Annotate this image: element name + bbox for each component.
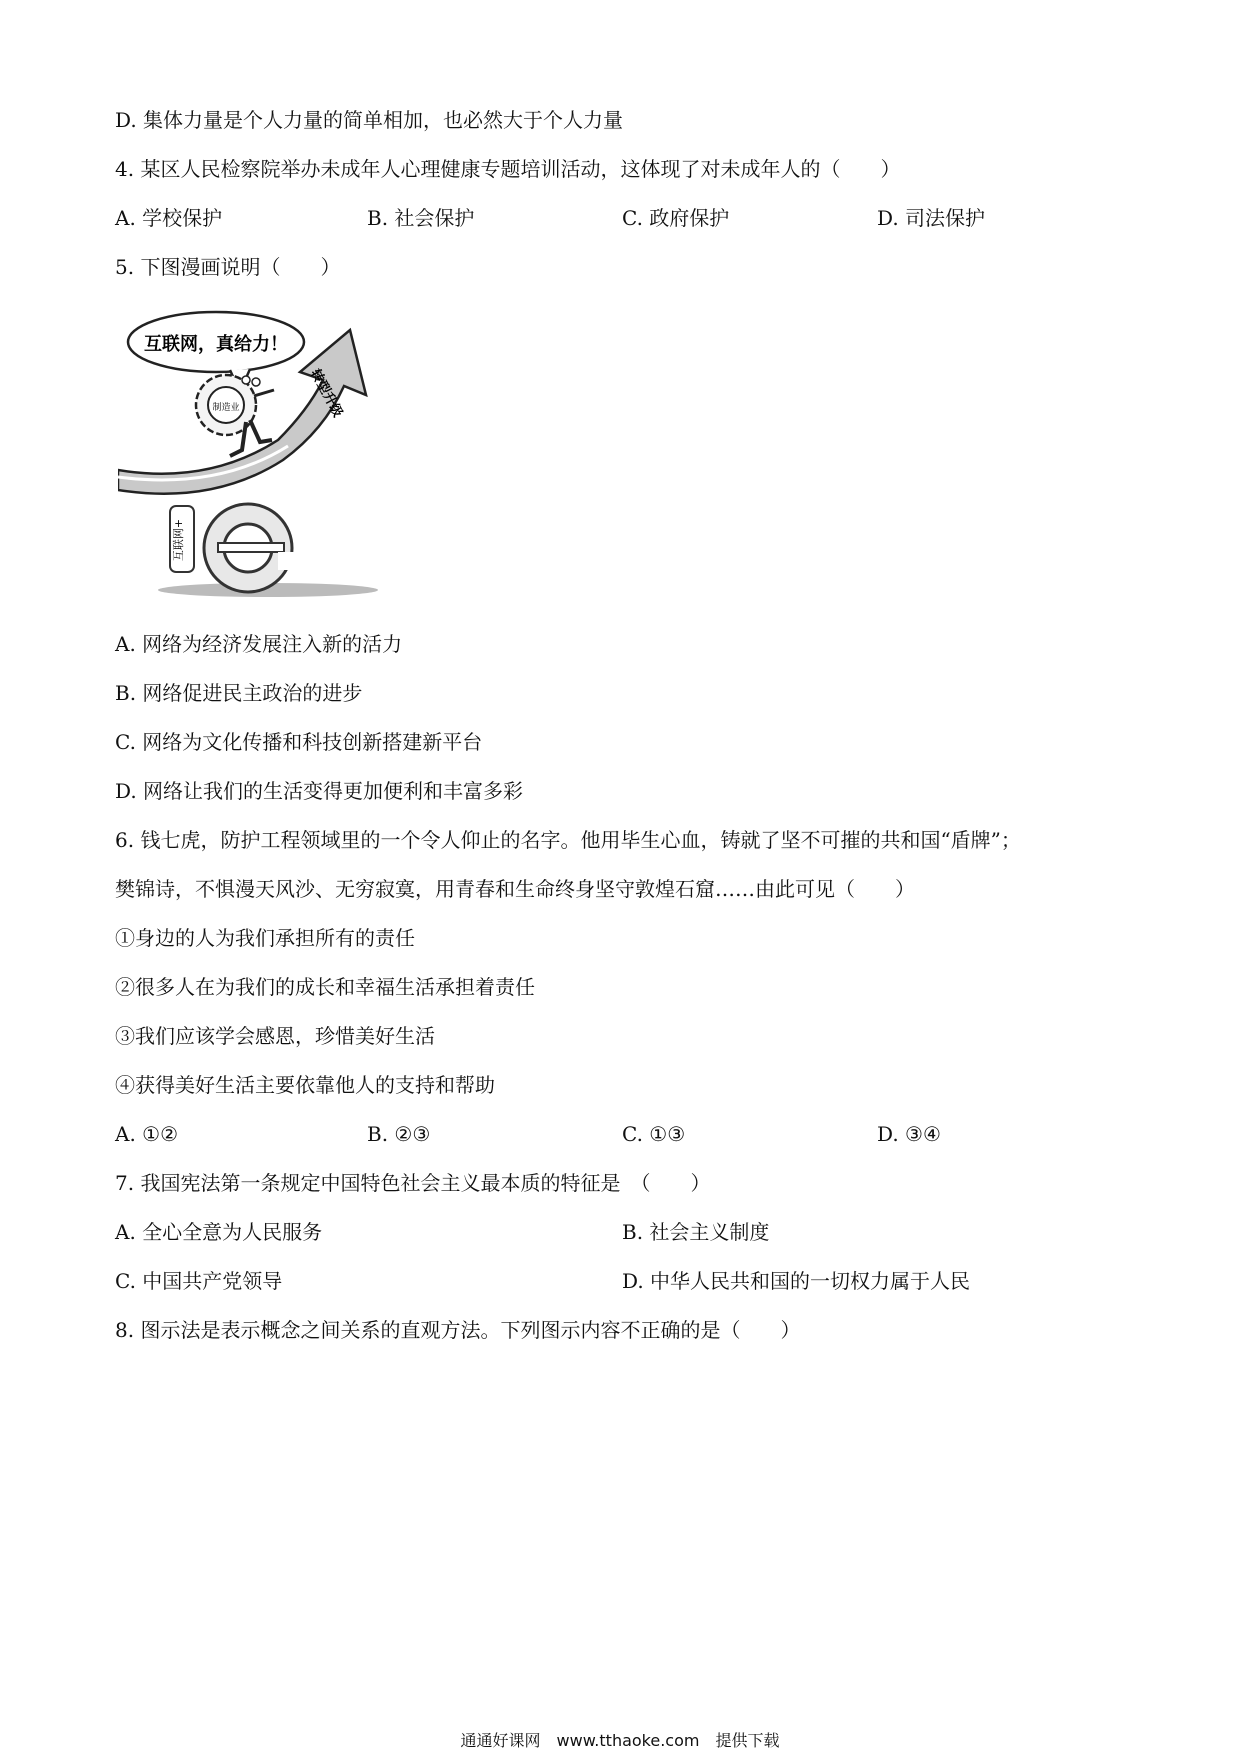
q6-option-d: D. ③④	[877, 1122, 941, 1146]
svg-text:转型升级: 转型升级	[307, 366, 345, 420]
q7-option-a: A. 全心全意为人民服务	[115, 1220, 323, 1244]
q5-option-d: D. 网络让我们的生活变得更加便利和丰富多彩	[115, 779, 524, 803]
svg-text:互联网+: 互联网+	[172, 518, 185, 562]
q7-option-b: B. 社会主义制度	[622, 1220, 770, 1244]
q7-option-d: D. 中华人民共和国的一切权力属于人民	[622, 1269, 971, 1293]
q6-statement-4: ④获得美好生活主要依靠他人的支持和帮助	[115, 1073, 495, 1097]
speech-text: 互联网，真给力！	[144, 334, 288, 355]
q6-statement-3: ③我们应该学会感恩，珍惜美好生活	[115, 1024, 435, 1048]
q3-option-d: D. 集体力量是个人力量的简单相加，也必然大于个人力量	[115, 108, 624, 132]
gear-character-icon	[196, 375, 274, 456]
q8-stem: 8. 图示法是表示概念之间关系的直观方法。下列图示内容不正确的是（ ）	[115, 1318, 801, 1342]
q4-option-b: B. 社会保护	[367, 206, 475, 230]
q6-option-a: A. ①②	[115, 1122, 179, 1146]
q4-stem: 4. 某区人民检察院举办未成年人心理健康专题培训活动，这体现了对未成年人的（ ）	[115, 157, 901, 181]
page-footer: 通通好课网 www.tthaoke.com 提供下载	[460, 1731, 780, 1750]
internet-plus-cartoon	[118, 300, 383, 600]
q6-statement-2: ②很多人在为我们的成长和幸福生活承担着责任	[115, 975, 535, 999]
q4-option-d: D. 司法保护	[877, 206, 986, 230]
q6-stem-line1: 6. 钱七虎，防护工程领域里的一个令人仰止的名字。他用毕生心血，铸就了坚不可摧的共和国“盾牌”；	[115, 828, 1021, 852]
q7-stem: 7. 我国宪法第一条规定中国特色社会主义最本质的特征是 （ ）	[115, 1171, 711, 1195]
q6-option-c: C. ①③	[622, 1122, 686, 1146]
q6-statement-1: ①身边的人为我们承担所有的责任	[115, 926, 415, 950]
q6-stem-line2: 樊锦诗，不惧漫天风沙、无穷寂寞，用青春和生命终身坚守敦煌石窟……由此可见（ ）	[115, 877, 915, 901]
q7-option-c: C. 中国共产党领导	[115, 1269, 283, 1293]
internet-e-logo-icon	[170, 504, 310, 592]
q5-option-a: A. 网络为经济发展注入新的活力	[115, 632, 403, 656]
q4-option-a: A. 学校保护	[115, 206, 223, 230]
q6-option-b: B. ②③	[367, 1122, 431, 1146]
svg-text:制造业: 制造业	[212, 403, 240, 413]
q5-option-b: B. 网络促进民主政治的进步	[115, 681, 363, 705]
q4-option-c: C. 政府保护	[622, 206, 730, 230]
q5-stem: 5. 下图漫画说明（ ）	[115, 255, 341, 279]
q5-option-c: C. 网络为文化传播和科技创新搭建新平台	[115, 730, 483, 754]
